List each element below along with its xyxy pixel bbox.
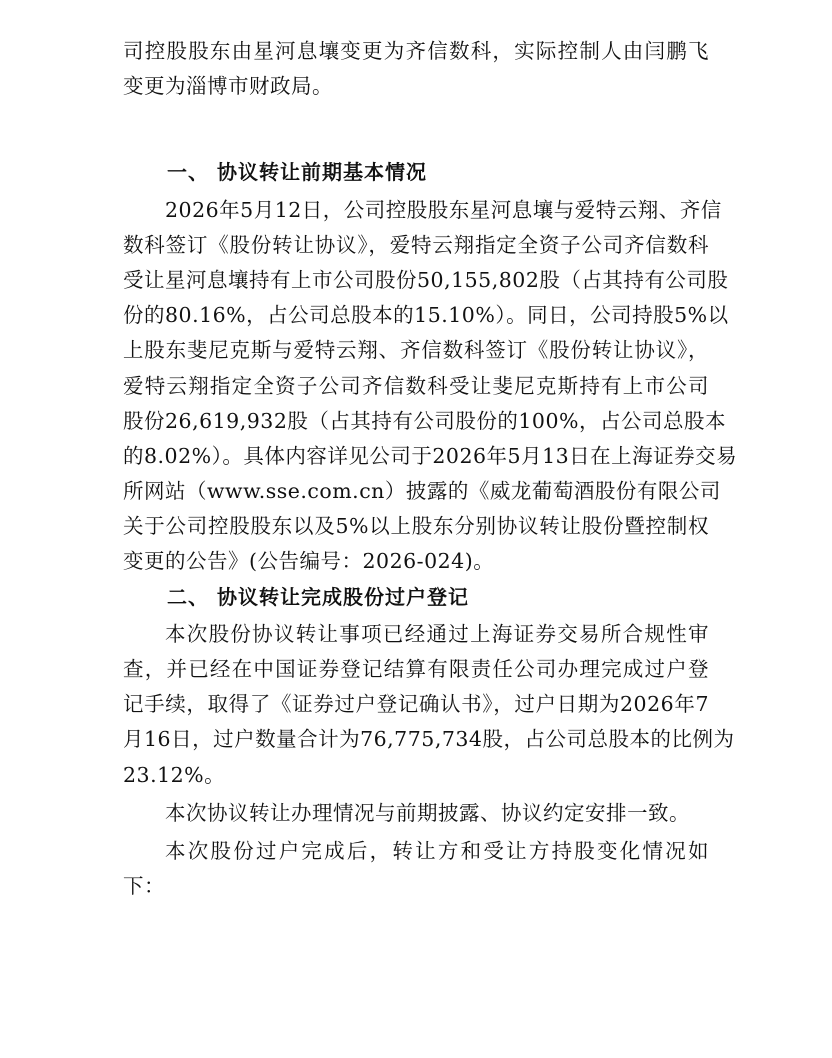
section2-para1-line-5: 23.12%。 [123,762,226,787]
section1-line-3: 受让星河息壤持有上市公司股份50,155,802股（占其持有公司股 [123,267,729,292]
section-heading-1: 一、 协议转让前期基本情况 [167,160,427,185]
document-page [123,34,738,904]
section2-para1-line-1: 本次股份协议转让事项已经通过上海证券交易所合规性审 [165,621,709,646]
section1-line-4: 份的80.16%，占公司总股本的15.10%）。同日，公司持股5%以 [123,303,729,328]
section2-para3-line-1: 本次股份过户完成后，转让方和受让方持股变化情况如 [165,838,709,863]
intro-line-2: 变更为淄博市财政局。 [123,74,333,99]
section1-line-10: 关于公司控股股东以及5%以上股东分别协议转让股份暨控制权 [123,514,709,539]
section2-para1-line-4: 月16日，过户数量合计为76,775,734股，占公司总股本的比例为 [123,727,735,752]
section-heading-2: 二、 协议转让完成股份过户登记 [167,584,469,609]
section1-line-2: 数科签订《股份转让协议》，爱特云翔指定全资子公司齐信数科 [123,232,709,257]
section1-line-8: 的8.02%）。具体内容详见公司于2026年5月13日在上海证券交易 [123,443,738,468]
section1-line-1: 2026年5月12日，公司控股股东星河息壤与爱特云翔、齐信 [165,197,722,222]
section2-para1-line-3: 记手续，取得了《证券过户登记确认书》，过户日期为2026年7 [123,692,709,717]
intro-line-1: 司控股股东由星河息壤变更为齐信数科，实际控制人由闫鹏飞 [123,39,709,63]
section1-line-5: 上股东斐尼克斯与爱特云翔、齐信数科签订《股份转让协议》， [123,338,709,363]
section1-line-7: 股份26,619,932股（占其持有公司股份的100%，占公司总股本 [123,408,726,433]
section1-line-11: 变更的公告》(公告编号：2026-024)。 [123,549,495,574]
section2-para1-line-2: 查，并已经在中国证券登记结算有限责任公司办理完成过户登 [123,657,709,681]
section1-line-9: 所网站（www.sse.com.cn）披露的《威龙葡萄酒股份有限公司 [123,479,721,504]
section1-line-6: 爱特云翔指定全资子公司齐信数科受让斐尼克斯持有上市公司 [123,373,709,398]
section2-para2-line-1: 本次协议转让办理情况与前期披露、协议约定安排一致。 [165,800,690,825]
section2-para3-line-2: 下： [123,874,165,899]
